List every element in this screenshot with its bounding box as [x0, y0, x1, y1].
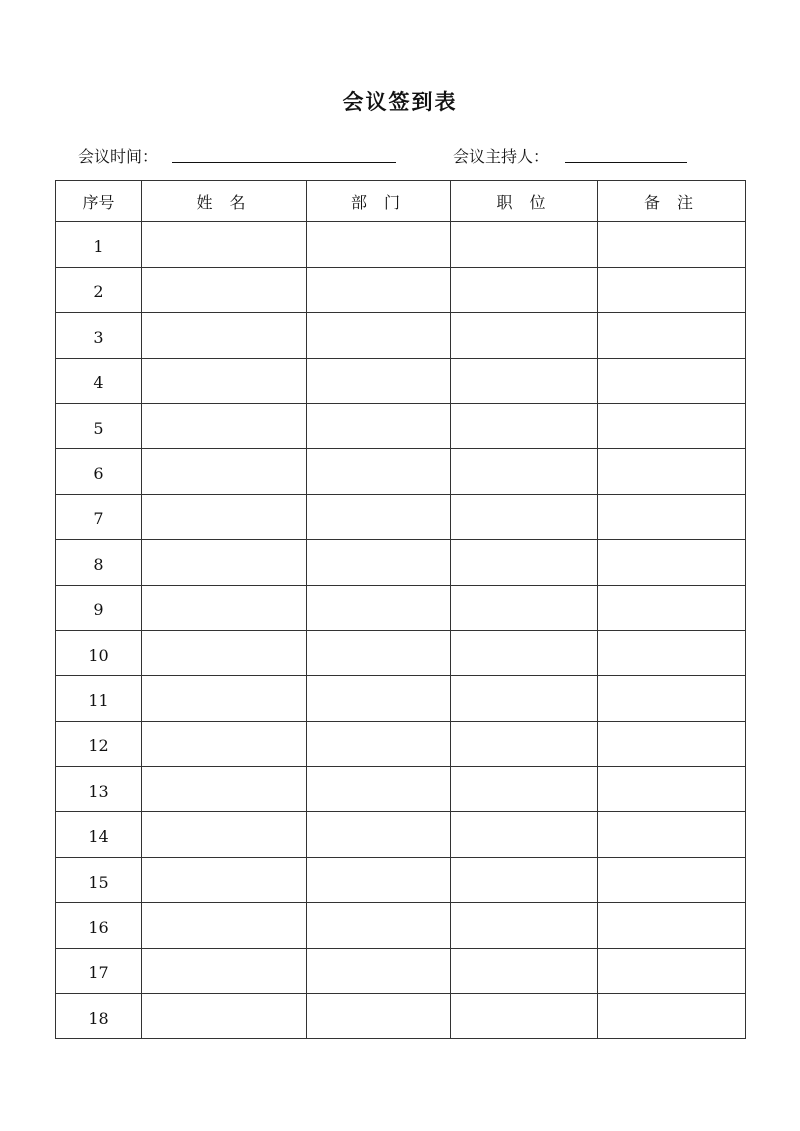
row-serial-number: 15 — [56, 857, 142, 902]
name-cell[interactable] — [142, 313, 307, 358]
department-cell[interactable] — [307, 812, 451, 857]
header-position: 职 位 — [451, 181, 598, 222]
meeting-meta — [0, 142, 800, 166]
name-cell[interactable] — [142, 630, 307, 675]
name-cell[interactable] — [142, 812, 307, 857]
remarks-cell[interactable] — [598, 676, 746, 721]
header-name: 姓 名 — [142, 181, 307, 222]
header-serial-number: 序号 — [56, 181, 142, 222]
table-row — [56, 358, 746, 403]
position-cell[interactable] — [451, 585, 598, 630]
table-row — [56, 676, 746, 721]
name-cell[interactable] — [142, 540, 307, 585]
department-cell[interactable] — [307, 540, 451, 585]
department-cell[interactable] — [307, 948, 451, 993]
remarks-cell[interactable] — [598, 313, 746, 358]
row-serial-number: 13 — [56, 767, 142, 812]
remarks-cell[interactable] — [598, 585, 746, 630]
header-department: 部 门 — [307, 181, 451, 222]
table-row — [56, 403, 746, 448]
meeting-host-label: 会议主持人： — [453, 147, 550, 166]
position-cell[interactable] — [451, 857, 598, 902]
remarks-cell[interactable] — [598, 540, 746, 585]
name-cell[interactable] — [142, 403, 307, 448]
page-title: 会议签到表 — [342, 90, 458, 114]
table-row — [56, 494, 746, 539]
name-cell[interactable] — [142, 857, 307, 902]
table-row — [56, 994, 746, 1039]
table-row — [56, 540, 746, 585]
meeting-host-blank[interactable] — [565, 162, 687, 163]
table-row — [56, 449, 746, 494]
remarks-cell[interactable] — [598, 767, 746, 812]
position-cell[interactable] — [451, 630, 598, 675]
remarks-cell[interactable] — [598, 403, 746, 448]
row-serial-number: 11 — [56, 676, 142, 721]
department-cell[interactable] — [307, 449, 451, 494]
remarks-cell[interactable] — [598, 494, 746, 539]
table-row — [56, 630, 746, 675]
remarks-cell[interactable] — [598, 449, 746, 494]
position-cell[interactable] — [451, 358, 598, 403]
department-cell[interactable] — [307, 403, 451, 448]
table-row — [56, 267, 746, 312]
row-serial-number: 5 — [56, 403, 142, 448]
row-serial-number: 18 — [56, 994, 142, 1039]
table-row — [56, 313, 746, 358]
name-cell[interactable] — [142, 767, 307, 812]
row-serial-number: 4 — [56, 358, 142, 403]
position-cell[interactable] — [451, 494, 598, 539]
position-cell[interactable] — [451, 449, 598, 494]
table-row — [56, 222, 746, 267]
department-cell[interactable] — [307, 721, 451, 766]
table-row — [56, 812, 746, 857]
position-cell[interactable] — [451, 313, 598, 358]
department-cell[interactable] — [307, 857, 451, 902]
name-cell[interactable] — [142, 449, 307, 494]
remarks-cell[interactable] — [598, 948, 746, 993]
department-cell[interactable] — [307, 494, 451, 539]
position-cell[interactable] — [451, 540, 598, 585]
remarks-cell[interactable] — [598, 721, 746, 766]
remarks-cell[interactable] — [598, 812, 746, 857]
position-cell[interactable] — [451, 948, 598, 993]
remarks-cell[interactable] — [598, 222, 746, 267]
table-row — [56, 903, 746, 948]
remarks-cell[interactable] — [598, 267, 746, 312]
department-cell[interactable] — [307, 358, 451, 403]
department-cell[interactable] — [307, 767, 451, 812]
sign-in-table — [55, 180, 746, 1039]
position-cell[interactable] — [451, 767, 598, 812]
name-cell[interactable] — [142, 994, 307, 1039]
remarks-cell[interactable] — [598, 903, 746, 948]
table-row — [56, 857, 746, 902]
row-serial-number: 16 — [56, 903, 142, 948]
department-cell[interactable] — [307, 222, 451, 267]
position-cell[interactable] — [451, 994, 598, 1039]
name-cell[interactable] — [142, 358, 307, 403]
table-row — [56, 767, 746, 812]
position-cell[interactable] — [451, 903, 598, 948]
row-serial-number: 3 — [56, 313, 142, 358]
department-cell[interactable] — [307, 585, 451, 630]
position-cell[interactable] — [451, 721, 598, 766]
row-serial-number: 7 — [56, 494, 142, 539]
name-cell[interactable] — [142, 903, 307, 948]
department-cell[interactable] — [307, 676, 451, 721]
name-cell[interactable] — [142, 222, 307, 267]
remarks-cell[interactable] — [598, 630, 746, 675]
name-cell[interactable] — [142, 676, 307, 721]
department-cell[interactable] — [307, 630, 451, 675]
meeting-time-label: 会议时间： — [78, 147, 159, 166]
header-remarks: 备 注 — [598, 181, 746, 222]
position-cell[interactable] — [451, 222, 598, 267]
table-row — [56, 721, 746, 766]
table-header-row — [56, 181, 746, 222]
department-cell[interactable] — [307, 903, 451, 948]
name-cell[interactable] — [142, 267, 307, 312]
position-cell[interactable] — [451, 267, 598, 312]
position-cell[interactable] — [451, 403, 598, 448]
name-cell[interactable] — [142, 585, 307, 630]
row-serial-number: 17 — [56, 948, 142, 993]
remarks-cell[interactable] — [598, 994, 746, 1039]
department-cell[interactable] — [307, 267, 451, 312]
row-serial-number: 14 — [56, 812, 142, 857]
row-serial-number: 9 — [56, 585, 142, 630]
table-row — [56, 948, 746, 993]
row-serial-number: 6 — [56, 449, 142, 494]
row-serial-number: 10 — [56, 630, 142, 675]
department-cell[interactable] — [307, 313, 451, 358]
name-cell[interactable] — [142, 721, 307, 766]
department-cell[interactable] — [307, 994, 451, 1039]
row-serial-number: 1 — [56, 222, 142, 267]
remarks-cell[interactable] — [598, 358, 746, 403]
position-cell[interactable] — [451, 812, 598, 857]
name-cell[interactable] — [142, 494, 307, 539]
table-body — [56, 222, 746, 1039]
meeting-time-blank[interactable] — [172, 162, 396, 163]
row-serial-number: 12 — [56, 721, 142, 766]
row-serial-number: 2 — [56, 267, 142, 312]
table-row — [56, 585, 746, 630]
name-cell[interactable] — [142, 948, 307, 993]
row-serial-number: 8 — [56, 540, 142, 585]
position-cell[interactable] — [451, 676, 598, 721]
remarks-cell[interactable] — [598, 857, 746, 902]
